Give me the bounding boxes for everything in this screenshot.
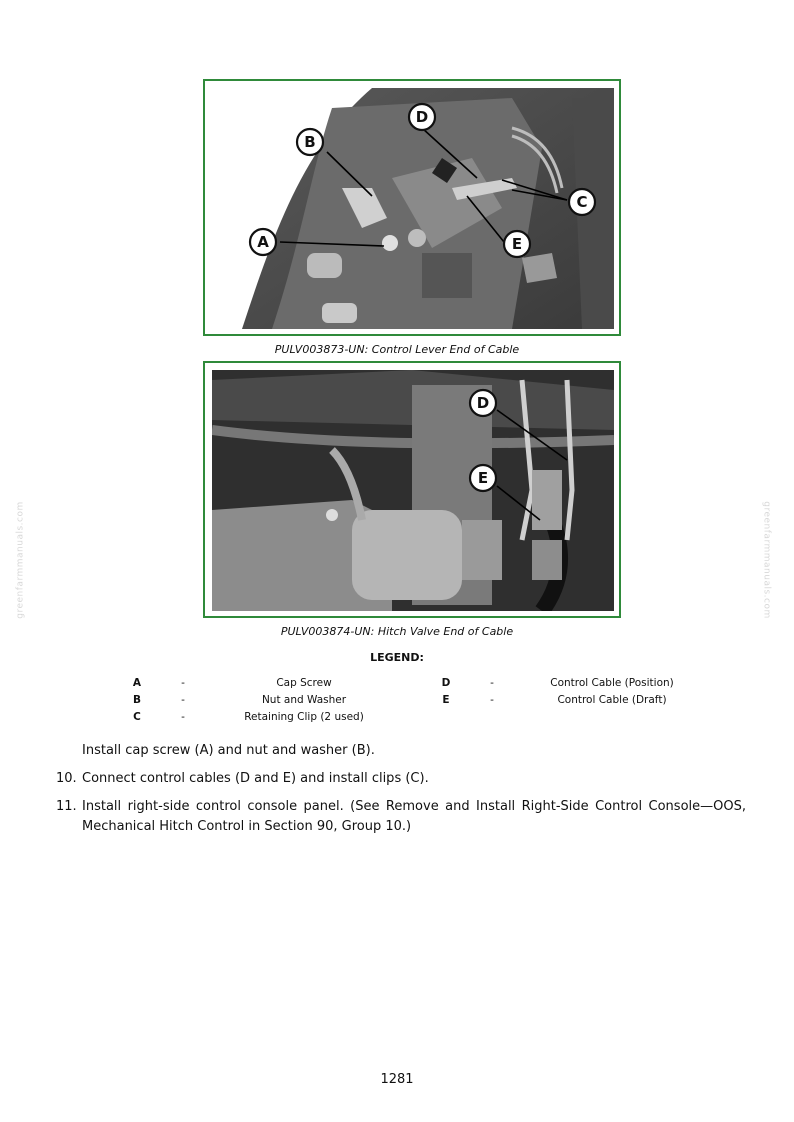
page-number: 1281	[380, 1072, 414, 1087]
callout-a-label: A	[257, 233, 269, 251]
legend-letter: B	[132, 694, 141, 706]
step-text: Install cap screw (A) and nut and washer (B).	[82, 743, 375, 758]
callout-e-label: E	[511, 235, 523, 253]
instruction-step-10	[56, 769, 746, 789]
callout-a	[250, 229, 276, 255]
callout-c-label: C	[576, 193, 588, 211]
step-text: Connect control cables (D and E) and install clips (C).	[82, 771, 429, 786]
legend-description: Control Cable (Draft)	[557, 694, 667, 706]
watermark-left: greenfarmmanuals.com	[15, 501, 26, 619]
legend-item-d	[0, 677, 794, 693]
legend-description: Control Cable (Position)	[550, 677, 674, 689]
legend-letter: C	[133, 711, 141, 723]
callout-b-label: B	[304, 133, 316, 151]
instruction-step-11	[56, 797, 746, 834]
callout-c	[569, 189, 595, 215]
callout-d-valve-label: D	[476, 394, 490, 412]
legend-description: Retaining Clip (2 used)	[244, 711, 364, 723]
callout-d-valve	[470, 390, 496, 416]
figure-caption-1: PULV003873-UN: Control Lever End of Cable	[274, 343, 520, 356]
figure-caption-2: PULV003874-UN: Hitch Valve End of Cable	[280, 625, 514, 638]
step-number: 11.	[56, 799, 77, 814]
legend-letter: D	[441, 677, 451, 689]
legend-description: Cap Screw	[276, 677, 332, 689]
callout-b	[297, 129, 323, 155]
legend-description: Nut and Washer	[261, 694, 347, 706]
step-number: 10.	[56, 771, 77, 786]
legend-title: LEGEND:	[370, 651, 424, 664]
hitch-valve-photo	[212, 370, 614, 611]
legend-separator: -	[490, 677, 494, 689]
legend-separator: -	[181, 694, 185, 706]
step-text: Install right-side control console panel. (See Remove and Install Right-Side Control Console—OOS, Mechanical Hitch Control in Section 90, Group 10.)	[82, 799, 746, 834]
legend-item-c	[0, 711, 794, 727]
callout-d-label: D	[415, 108, 429, 126]
callout-d	[409, 104, 435, 130]
legend-separator: -	[181, 711, 185, 723]
instruction-step	[56, 741, 746, 761]
watermark-right: greenfarmmanuals.com	[761, 501, 772, 619]
legend-separator: -	[181, 677, 185, 689]
legend-letter: A	[132, 677, 142, 689]
figure-control-lever	[203, 79, 621, 336]
figure-hitch-valve	[203, 361, 621, 618]
callout-e-valve	[470, 465, 496, 491]
control-lever-photo	[212, 88, 614, 329]
callout-e-valve-label: E	[477, 469, 489, 487]
legend-item-e	[0, 694, 794, 710]
callout-e	[504, 231, 530, 257]
legend-separator: -	[490, 694, 494, 706]
legend-letter: E	[442, 694, 450, 706]
